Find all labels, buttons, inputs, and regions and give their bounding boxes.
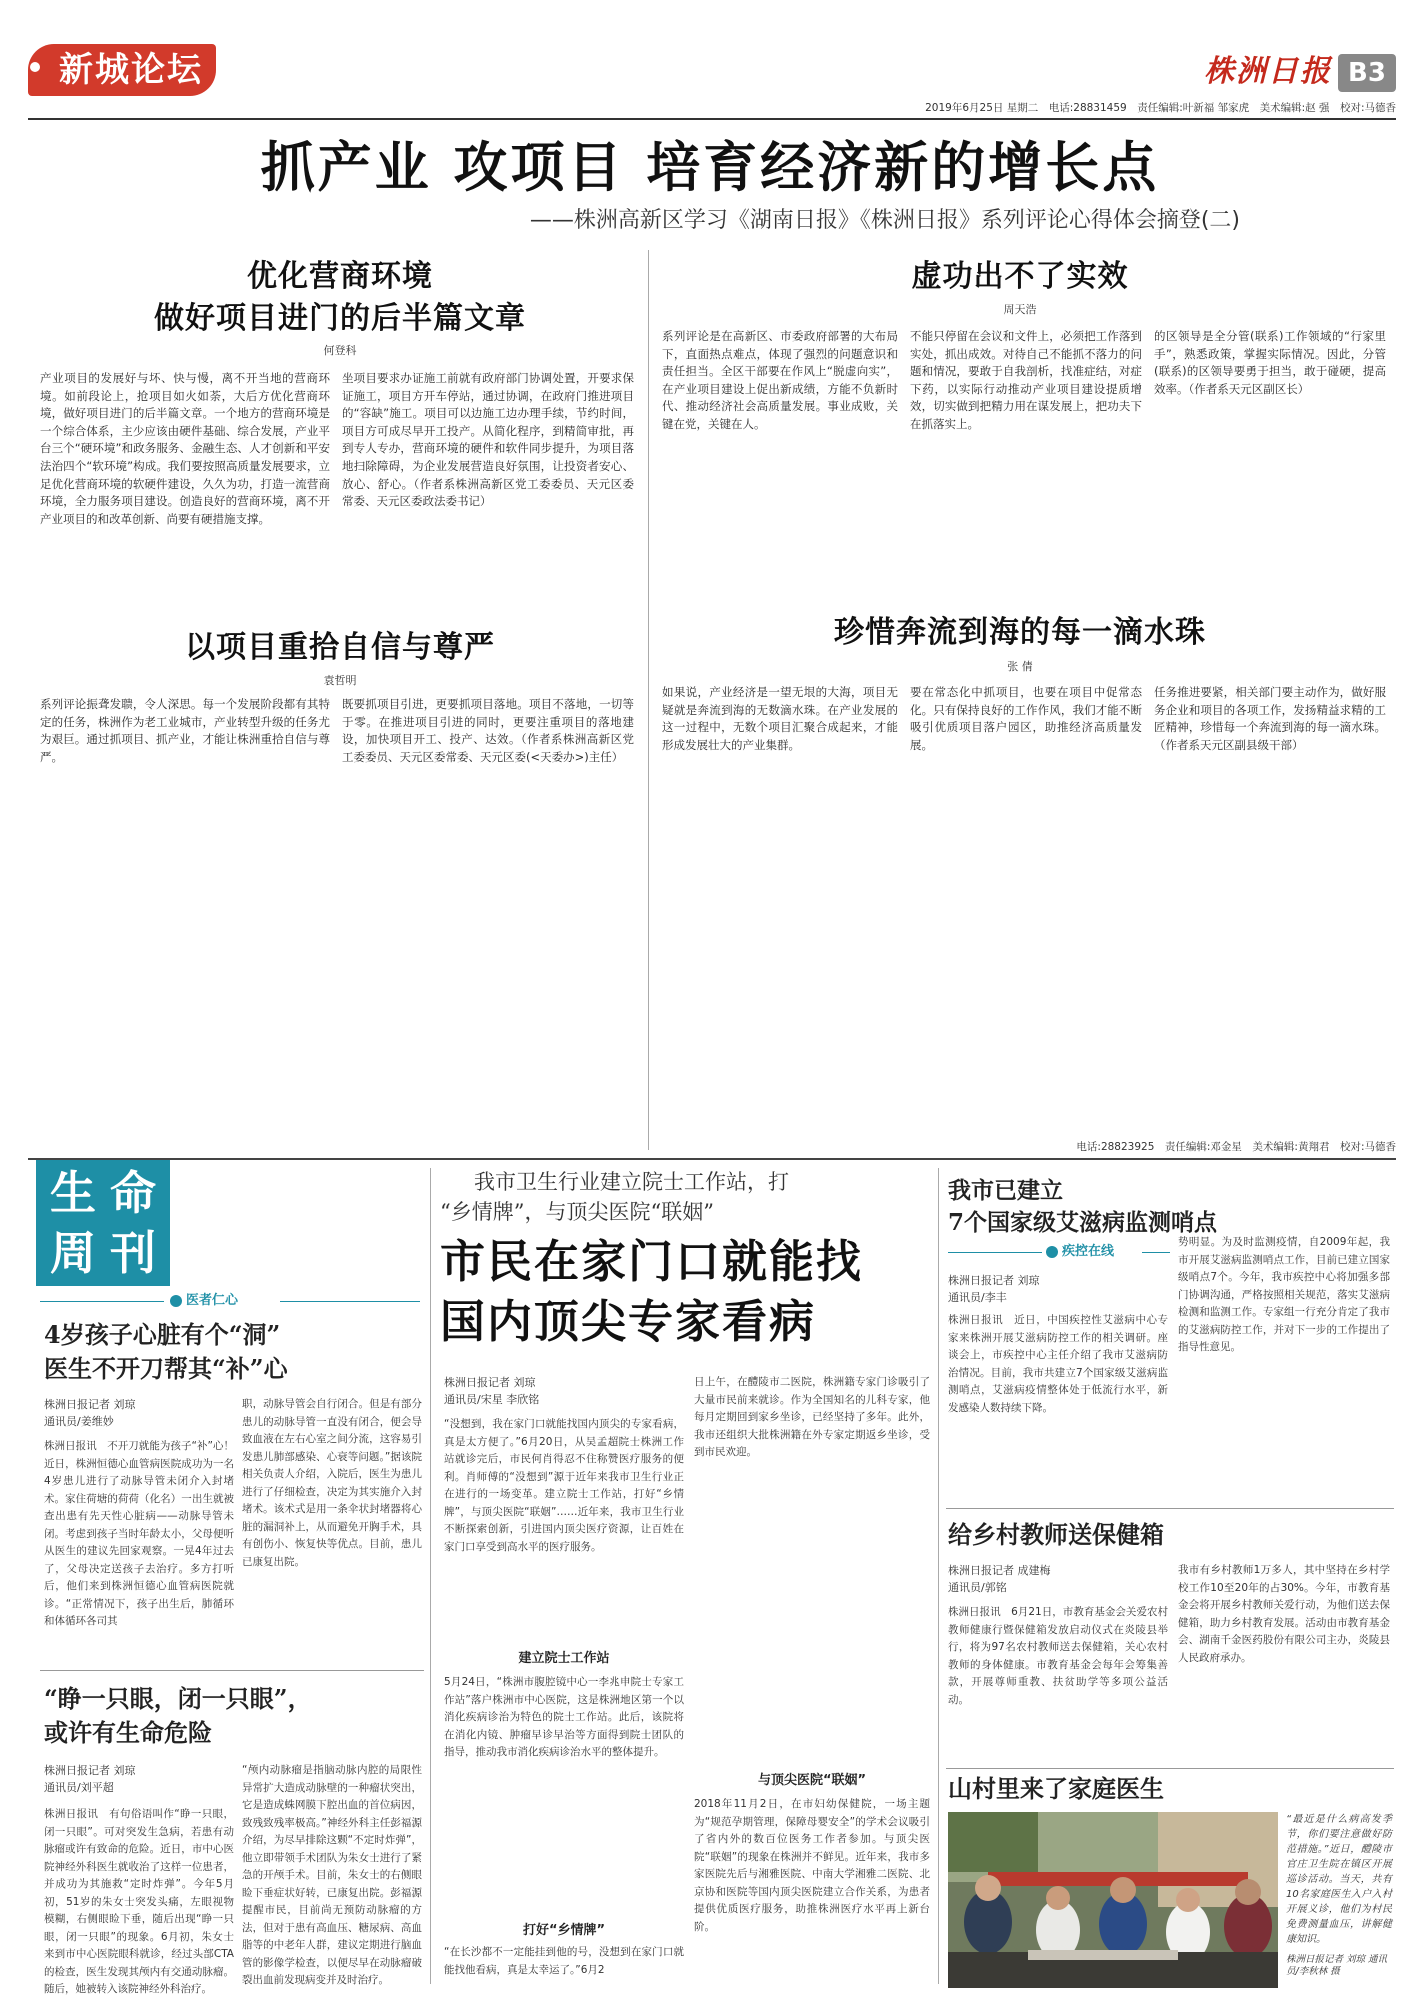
doctor-label-rule — [40, 1301, 164, 1302]
a4-col2: 势明显。为及时监测疫情，自2009年起，我市开展艾滋病监测哨点工作，目前已建立国家级哨点7个。今年，我市疾控中心将加强多部门协调沟通，严格按照相关规范，落实艾滋病检测和监测工作。专家组一行充分肯定了我市的艾滋病防控工作，并对下一步的工作提出了指导性意见。 — [1178, 1236, 1390, 1353]
doctor-label-rule-right — [280, 1301, 420, 1302]
section-tag-dot — [30, 62, 40, 72]
article2-col1: 系列评论是在高新区、市委政府部署的大布局下，直面热点难点，体现了强烈的问题意识和责任担当。全区干部要在作风上“脱虚向实”，在产业项目建设上促出新成绩，方能不负新时代、推动经济社会高质量发展。事业成败，关键在党，关键在人。 — [662, 329, 898, 431]
lower-rule — [28, 1158, 1396, 1160]
a5-byline1: 株洲日报记者 成建梅 — [948, 1564, 1051, 1577]
disease-label-rule-right — [1142, 1252, 1170, 1253]
life-weekly-char2: 命 — [110, 1166, 156, 1220]
a1-title-line1: 4岁孩子心脏有个“洞” — [44, 1320, 281, 1349]
a3-byline1: 株洲日报记者 刘琼 — [444, 1376, 536, 1389]
article3-col2: 既要抓项目引进，更要抓项目落地。项目不落地，一切等于零。在推进项目引进的同时，更要注重项目的落地建设，加快项目开工、投产、达效。（作者系株洲高新区党工委委员、天元区委常委、天元区委(<天委办>)主任） — [342, 697, 634, 764]
a3-kicker-line1: 我市卫生行业建立院士工作站，打 — [474, 1170, 789, 1194]
section-title: 新城论坛 — [59, 50, 203, 90]
a5-a6-rule — [946, 1768, 1394, 1769]
a3-col1b: 5月24日，“株洲市腹腔镜中心一李兆申院士专家工作站”落户株洲市中心医院，这是株洲地区第一个以消化疾病诊治为特色的院士工作站。此后，该院将在消化内镜、肿瘤早诊早治等方面得到院士团队的指导，推动我市消化疾病诊治水平的整体提升。 — [444, 1676, 684, 1758]
disease-control-label: 疾控在线 — [1062, 1244, 1115, 1259]
life-weekly-char4: 刊 — [110, 1226, 156, 1280]
article2-col2: 不能只停留在会议和文件上，必须把工作落到实处，抓出成效。对待自己不能抓不落力的问题和情况，要敢于自我剖析，找准症结，对症下药，以实际行动推动产业项目建设提质增效，切实做到把精力用在谋发展上，把功夫下在抓落实上。 — [910, 329, 1142, 431]
a5-title: 给乡村教师送保健箱 — [948, 1520, 1164, 1549]
article1-title-line2: 做好项目进门的后半篇文章 — [154, 301, 526, 336]
a5-byline2: 通讯员/郭铭 — [948, 1581, 1007, 1594]
a3-col2: 日上午，在醴陵市二医院，株洲籍专家门诊吸引了大量市民前来就诊。作为全国知名的儿科专家，他每月定期回到家乡坐诊，已经坚持了多年。此外，我市还组织大批株洲籍在外专家定期返乡坐诊，受到市民欢迎。 — [694, 1376, 930, 1458]
article3-col1: 系列评论振聋发聩，令人深思。每一个发展阶段都有其特定的任务，株洲作为老工业城市，产业转型升级的任务尤为艰巨。通过抓项目、抓产业，才能让株洲重拾自信与尊严。 — [40, 697, 330, 764]
a3-title-line1: 市民在家门口就能找 — [440, 1235, 864, 1288]
a3-byline2: 通讯员/宋星 李欣铭 — [444, 1393, 540, 1406]
a1-byline2: 通讯员/姜维妙 — [44, 1415, 114, 1428]
disease-control-icon — [1046, 1246, 1058, 1258]
a4-title-line1: 我市已建立 — [948, 1177, 1063, 1204]
article2-col3: 的区领导是全分管(联系)工作领域的“行家里手”，熟悉政策，掌握实际情况。因此，分管(联系)的区领导要勇于担当，敢于碰硬，提高效率。（作者系天元区副区长） — [1154, 329, 1386, 396]
a2-title-line2: 或许有生命危险 — [44, 1718, 212, 1747]
a4-byline2: 通讯员/李丰 — [948, 1291, 1007, 1304]
article4-col2: 要在常态化中抓项目，也要在项目中促常态化。只有保持良好的工作作风，我们才能不断吸引优质项目落户园区，助推经济高质量发展。 — [910, 685, 1142, 752]
a1-col2: 职，动脉导管会自行闭合。但是有部分患儿的动脉导管一直没有闭合，便会导致血液在左右心室之间分流，这容易引发患儿肺部感染、心衰等问题。”据该院相关负责人介绍，入院后，医生为患儿进行了仔细检查，决定为其实施介入封堵术。该术式是用一条伞状封堵器将心脏的漏洞补上，从而避免开胸手术，具有创伤小、恢复快等优点。目前，患儿已康复出院。 — [242, 1398, 422, 1568]
a4-a5-rule — [946, 1508, 1394, 1509]
a2-byline1: 株洲日报记者 刘琼 — [44, 1764, 136, 1777]
a3-col1c: “在长沙都不一定能挂到他的号，没想到在家门口就能找他看病，真是太幸运了。”6月2 — [444, 1946, 684, 1976]
a6-caption: “最近是什么病高发季节，你们要注意做好防范措施。”近日，醴陵市官庄卫生院在镇区开展巡诊活动。当天，共有10名家庭医生入户入村开展义诊，他们为村民免费测量血压，讲解健康知识。 — [1286, 1814, 1392, 1945]
a3-subhead3: 与顶尖医院“联姻” — [757, 1773, 867, 1788]
clinic-photo — [948, 1812, 1278, 1988]
article4-author: 张 倩 — [1007, 660, 1033, 673]
lower-divider-2 — [938, 1168, 939, 1984]
main-headline: 抓产业 攻项目 培育经济新的增长点 — [260, 135, 1160, 199]
life-weekly-char1: 生 — [50, 1166, 96, 1220]
article1-title-line1: 优化营商环境 — [247, 259, 433, 294]
article4-title: 珍惜奔流到海的每一滴水珠 — [834, 615, 1206, 650]
a2-byline2: 通讯员/刘平超 — [44, 1781, 114, 1794]
a3-col1: “没想到，我在家门口就能找国内顶尖的专家看病，真是太方便了。”6月20日，从吴孟超院士株洲工作站就诊完后，市民何肖得忍不住称赞医疗服务的便利。肖师傅的“没想到”源于近年来我市卫生行业正在进行的一场变革。建立院士工作站，打好“乡情牌”，与顶尖医院“联姻”……近年来，我市卫生行业不断探索创新，引进国内顶尖医疗资源，让百姓在家门口享受到高水平的医疗服务。 — [444, 1418, 684, 1553]
doctor-label: 医者仁心 — [186, 1293, 239, 1308]
a1-title-line2: 医生不开刀帮其“补”心 — [44, 1354, 288, 1383]
a3-subhead2: 打好“乡情牌” — [522, 1923, 606, 1938]
a2-title-line1: “睁一只眼，闭一只眼”， — [44, 1684, 312, 1713]
a4-title-line2: 7个国家级艾滋病监测哨点 — [948, 1209, 1218, 1236]
lower-meta: 电话:28823925 责任编辑:邓金星 美术编辑:黄翔君 校对:马德香 — [1076, 1141, 1396, 1153]
a3-subhead1: 建立院士工作站 — [518, 1651, 610, 1666]
a5-col1: 株洲日报讯 6月21日，市教育基金会关爱农村教师健康行暨保健箱发放启动仪式在炎陵县举行，将为97名农村教师送去保健箱，关心农村教师的身体健康。市教育基金会每年会筹集善款，开展尊师重教、扶贫助学等多项公益活动。 — [948, 1606, 1168, 1706]
a3-title-line2: 国内顶尖专家看病 — [440, 1295, 817, 1348]
life-weekly-char3: 周 — [50, 1226, 96, 1280]
main-subtitle: ——株洲高新区学习《湖南日报》《株洲日报》系列评论心得体会摘登(二) — [529, 208, 1240, 233]
a2-col1: 株洲日报讯 有句俗语叫作“睁一只眼，闭一只眼”。可对突发生急病，若患有动脉瘤或许有致命的危险。近日，市中心医院神经外科医生就收治了这样一位患者，并成功为其施救“定时炸弹”。今年5月初，51岁的朱女士突发头痛，左眼视物模糊，右侧眼睑下垂，随后出现“睁一只眼，闭一只眼”的现象。6月初，朱女士来到市中心医院眼科就诊，经过头部CTA的检查，医生发现其颅内有交通动脉瘤。随后，她被转入该院神经外科治疗。 — [44, 1808, 234, 1995]
article4-col3: 任务推进要紧，相关部门要主动作为，做好服务企业和项目的各项工作，发扬精益求精的工匠精神，珍惜每一个奔流到海的每一滴水珠。（作者系天元区副县级干部） — [1154, 685, 1386, 752]
disease-label-rule — [948, 1252, 1042, 1253]
a4-col1: 株洲日报讯 近日，中国疾控性艾滋病中心专家来株洲开展艾滋病防控工作的相关调研。座谈会上，市疾控中心主任介绍了我市艾滋病防治情况。目前，我市共建立7个国家级艾滋病监测哨点，艾滋病疫情整体处于低流行水平，新发感染人数持续下降。 — [948, 1314, 1168, 1414]
a3-kicker-line2: “乡情牌”，与顶尖医院“联姻” — [440, 1200, 714, 1224]
article1-author: 何登科 — [323, 344, 357, 357]
newspaper-logo: 株洲日报 — [1204, 54, 1332, 89]
a6-title: 山村里来了家庭医生 — [948, 1774, 1164, 1803]
header-meta: 2019年6月25日 星期二 电话:28831459 责任编辑:叶新福 邹家虎 美术编辑:赵 强 校对:马德香 — [925, 102, 1396, 114]
heart-icon — [170, 1295, 182, 1307]
article1-col2: 坐项目要求办证施工前就有政府部门协调处置，开要求保证施工，项目方开车停站，通过协调，在政府门推进项目的“容缺”施工。项目可以边施工边办理手续，节约时间，项目方可成尽早开工投产。从简化程序，到精简审批，再到专人专办，营商环境的硬件和软件同步提升，为项目落地扫除障碍，为企业发展营造良好氛围，让投资者安心、放心、舒心。（作者系株洲高新区党工委委员、天元区委常委、天元区委政法委书记） — [342, 371, 634, 509]
a4-byline1: 株洲日报记者 刘琼 — [948, 1274, 1040, 1287]
article1-col1: 产业项目的发展好与坏、快与慢，离不开当地的营商环境。如前段论上，抢项目如火如荼，大后方优化营商环境，做好项目进门的后半篇文章。一个地方的营商环境是一个综合体系，主少应该由硬件基础、综合发展，产业平台三个“硬环境”和政务服务、金融生态、人才创新和平安法治四个“软环境”构成。我们要按照高质量发展要求，立足优化营商环境的软硬件建设，久久为功，打造一流营商环境，全力服务项目建设。创造良好的营商环境，离不开产业项目的和改革创新、尚要有硬措施支撑。 — [40, 371, 330, 526]
a3-col2b: 2018年11月2日，在市妇幼保健院，一场主题为“规范孕期管理，保障母婴安全”的学术会议吸引了省内外的数百位医务工作者参加。与顶尖医院“联姻”的现象在株洲并不鲜见。近年来，我市多家医院先后与湘雅医院、中南大学湘雅二医院、北京协和医院等国内顶尖医院建立合作关系，为患者提供优质医疗服务，助推株洲医疗水平再上新台阶。 — [694, 1798, 930, 1933]
lower-divider-1 — [430, 1168, 431, 1984]
article2-author: 周天浩 — [1003, 303, 1037, 316]
header-rule — [28, 118, 1396, 120]
top-divider — [648, 250, 649, 1150]
a5-col2: 我市有乡村教师1万多人，其中坚持在乡村学校工作10至20年的占30%。今年，市教育基金会将开展乡村教师关爱行动，为他们送去保健箱，助力乡村教育发展。活动由市教育基金会、湖南千金医药股份有限公司主办，炎陵县人民政府承办。 — [1178, 1564, 1390, 1664]
a6-credit: 株洲日报记者 刘琼 通讯员/李秋林 摄 — [1286, 1954, 1388, 1977]
article3-title: 以项目重拾自信与尊严 — [185, 630, 495, 665]
a1-byline1: 株洲日报记者 刘琼 — [44, 1398, 136, 1411]
a1-col1: 株洲日报讯 不开刀就能为孩子“补”心！近日，株洲恒德心血管病医院成功为一名4岁患儿进行了动脉导管未闭介入封堵术。家住荷塘的荷荷（化名）一出生就被查出患有先天性心脏病——动脉导管未闭。考虑到孩子当时年龄太小，父母便听从医生的建议先回家观察。一晃4年过去了，父母决定送孩子去治疗。多方打听后，他们来到株洲恒德心血管病医院就诊。“正常情况下，孩子出生后，肺循环和体循环各司其 — [44, 1440, 234, 1627]
article4-col1: 如果说，产业经济是一望无垠的大海，项目无疑就是奔流到海的无数滴水珠。在产业发展的这一过程中，无数个项目汇聚合成起来，才能形成发展壮大的产业集群。 — [662, 685, 898, 752]
article3-author: 袁哲明 — [323, 674, 357, 687]
article2-title: 虚功出不了实效 — [911, 259, 1129, 294]
a1-a2-rule — [40, 1670, 424, 1671]
page-code-text: B3 — [1348, 58, 1386, 88]
a2-col2: “颅内动脉瘤是指脑动脉内腔的局限性异常扩大造成动脉壁的一种瘤状突出，它是造成蛛网膜下腔出血的首位病因，致残致残率极高。”神经外科主任彭福源介绍，为尽早排除这颗“不定时炸弹”，他立即带领手术团队为朱女士进行了紧急的开颅手术。目前，朱女士的右侧眼睑下垂症状好转，已康复出院。彭福源提醒市民，目前尚无预防动脉瘤的方法，但对于患有高血压、糖尿病、高血脂等的中老年人群，建议定期进行脑血管的影像学检查，以便尽早在动脉瘤破裂出血前发现病变并及时治疗。 — [242, 1764, 422, 1986]
